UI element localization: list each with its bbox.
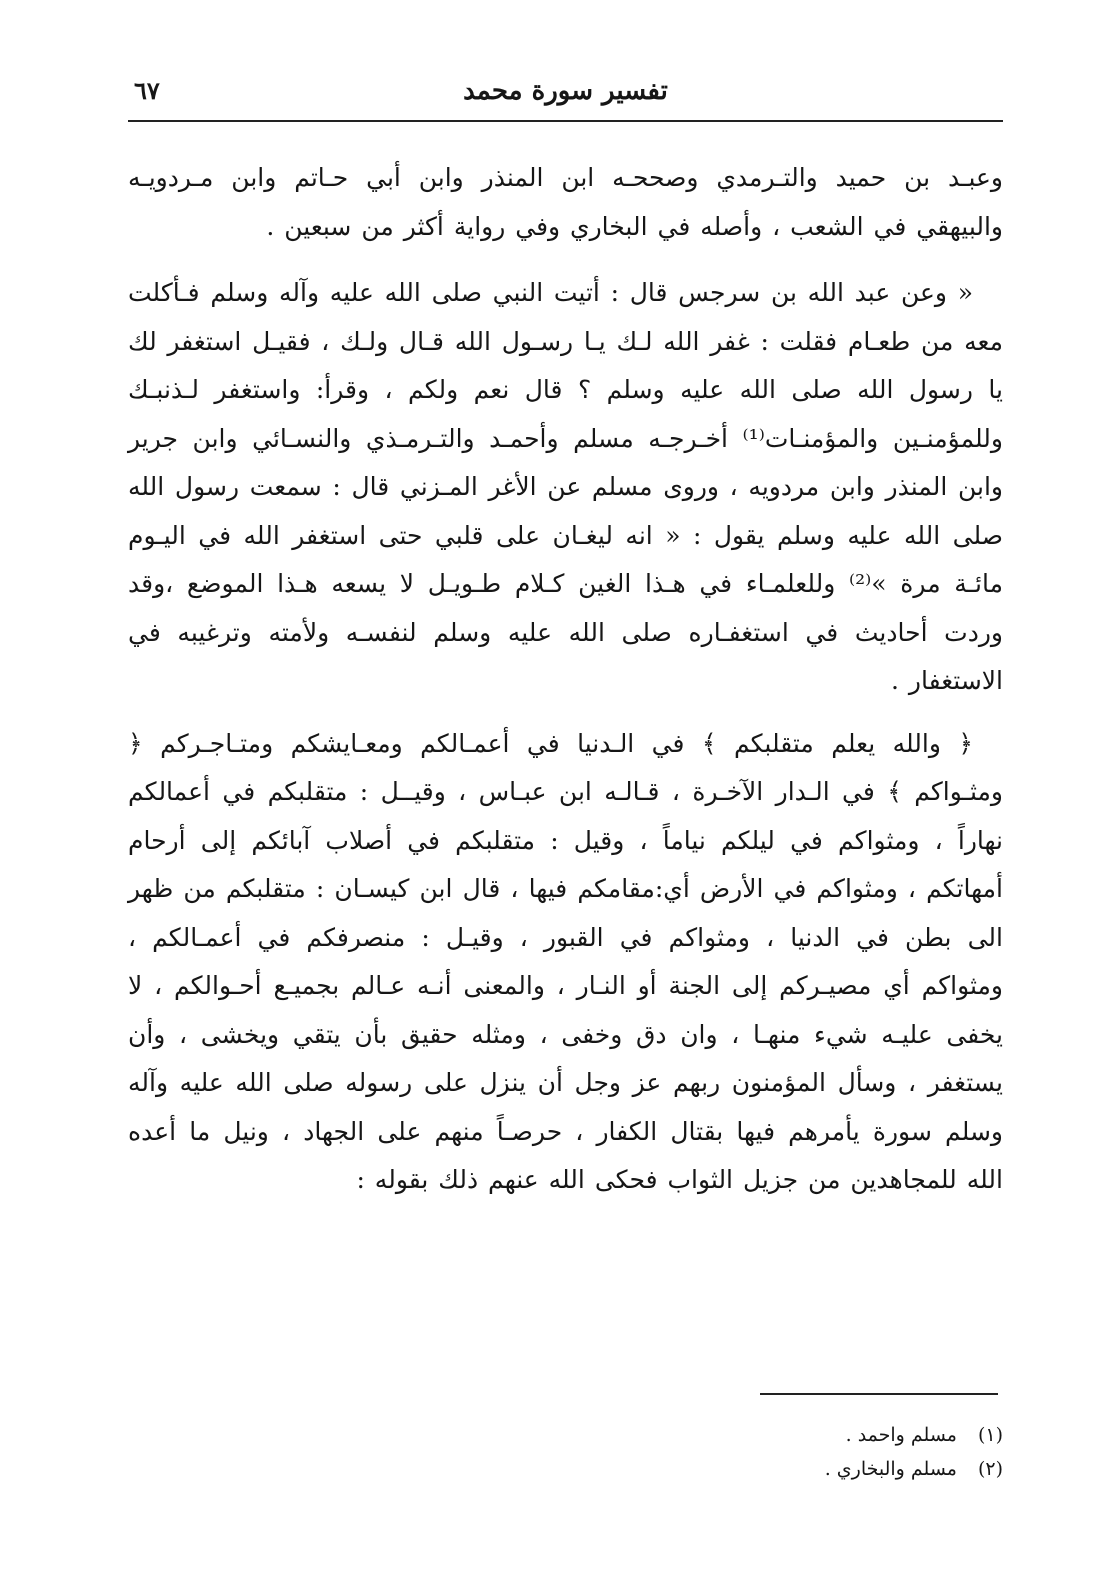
footnote-divider <box>760 1393 998 1395</box>
paragraph: ﴿ والله يعلم متقلبكم ﴾ في الـدنيا في أعمـالكم ومعـايشكم ومتـاجـركم ﴿ ومثـواكم ﴾ في الـدار الآخـرة ، قـالـه ابن عبـاس ، وقيــل : متقلبكم في أعمالكم نهاراً ، ومثواكم في ليلكم نياماً ، وقيل : متقلبكم في أصلاب آبائكم إلى أرحام أمهاتكم ، ومثواكم في الأرض أي:مقامكم فيها ، قال ابن كيسـان : متقلبكم من ظهر الى بطن في الدنيا ، ومثواكم في القبور ، وقيـل : منصرفكم في أعمـالكم ، ومثواكم أي مصيـركم إلى الجنة أو النـار ، والمعنى أنـه عـالم بجميـع أحـوالكم ، لا يخفى عليـه شيء منهـا ، وان دق وخفى ، ومثله حقيق بأن يتقي ويخشى ، وأن يستغفر ، وسأل المؤمنون ربهم عز وجل أن ينزل على رسوله صلى الله عليه وآله وسلم سورة يأمرهم فيها بقتال الكفار ، حرصـاً منهم على الجهاد ، ونيل ما أعده الله للمجاهدين من جزيل الثواب فحكى الله عنهم ذلك بقوله : <box>128 728 1003 1194</box>
footnote-text: مسلم والبخاري . <box>824 1458 957 1480</box>
paragraph: وعبـد بن حميد والتـرمدي وصححـه ابن المنذر وابن أبي حـاتم وابن مـردويـه والبيهقي في الشعب ، وأصله في البخاري وفي رواية أكثر من سبعين . <box>128 163 1003 241</box>
footnotes <box>128 1418 1003 1486</box>
page-number: ٦٧ <box>134 76 160 105</box>
running-header <box>128 76 1003 116</box>
footnote-text: مسلم واحمد . <box>845 1424 957 1446</box>
paragraph: « وعن عبد الله بن سرجس قال : أتيت النبي صلى الله عليه وآله وسلم فـأكلت معه من طعـام فقلت : غفر الله لـك يـا رسـول الله قـال ولـك ، فقيـل استغفر لك يا رسول الله صلى الله عليه وسلم ؟ قال نعم ولكم ، وقرأ: واستغفر لـذنبـك وللمؤمنـين والمؤمنـات⁽¹⁾ أخـرجـه مسلم وأحمـد والتـرمـذي والنسـائي وابن جرير وابن المنذر وابن مردويه ، وروى مسلم عن الأغر المـزني قال : سمعت رسول الله صلى الله عليه وسلم يقول : « انه ليغـان على قلبي حتى استغفر الله في اليـوم مائـة مرة »⁽²⁾ وللعلمـاء في هـذا الغين كـلام طـويـل لا يسعه هـذا الموضع ،وقد وردت أحاديث في استغفـاره صلى الله عليه وسلم لنفسـه ولأمته وترغيبه في الاستغفار . <box>128 278 1003 695</box>
footnote-number: (٢) <box>977 1458 1003 1480</box>
footnote <box>128 1452 1003 1486</box>
footnote-number: (١) <box>977 1424 1003 1446</box>
body-text <box>128 154 1003 1219</box>
header-divider <box>128 120 1003 122</box>
footnote <box>128 1418 1003 1452</box>
header-title: تفسير سورة محمد <box>463 76 668 106</box>
